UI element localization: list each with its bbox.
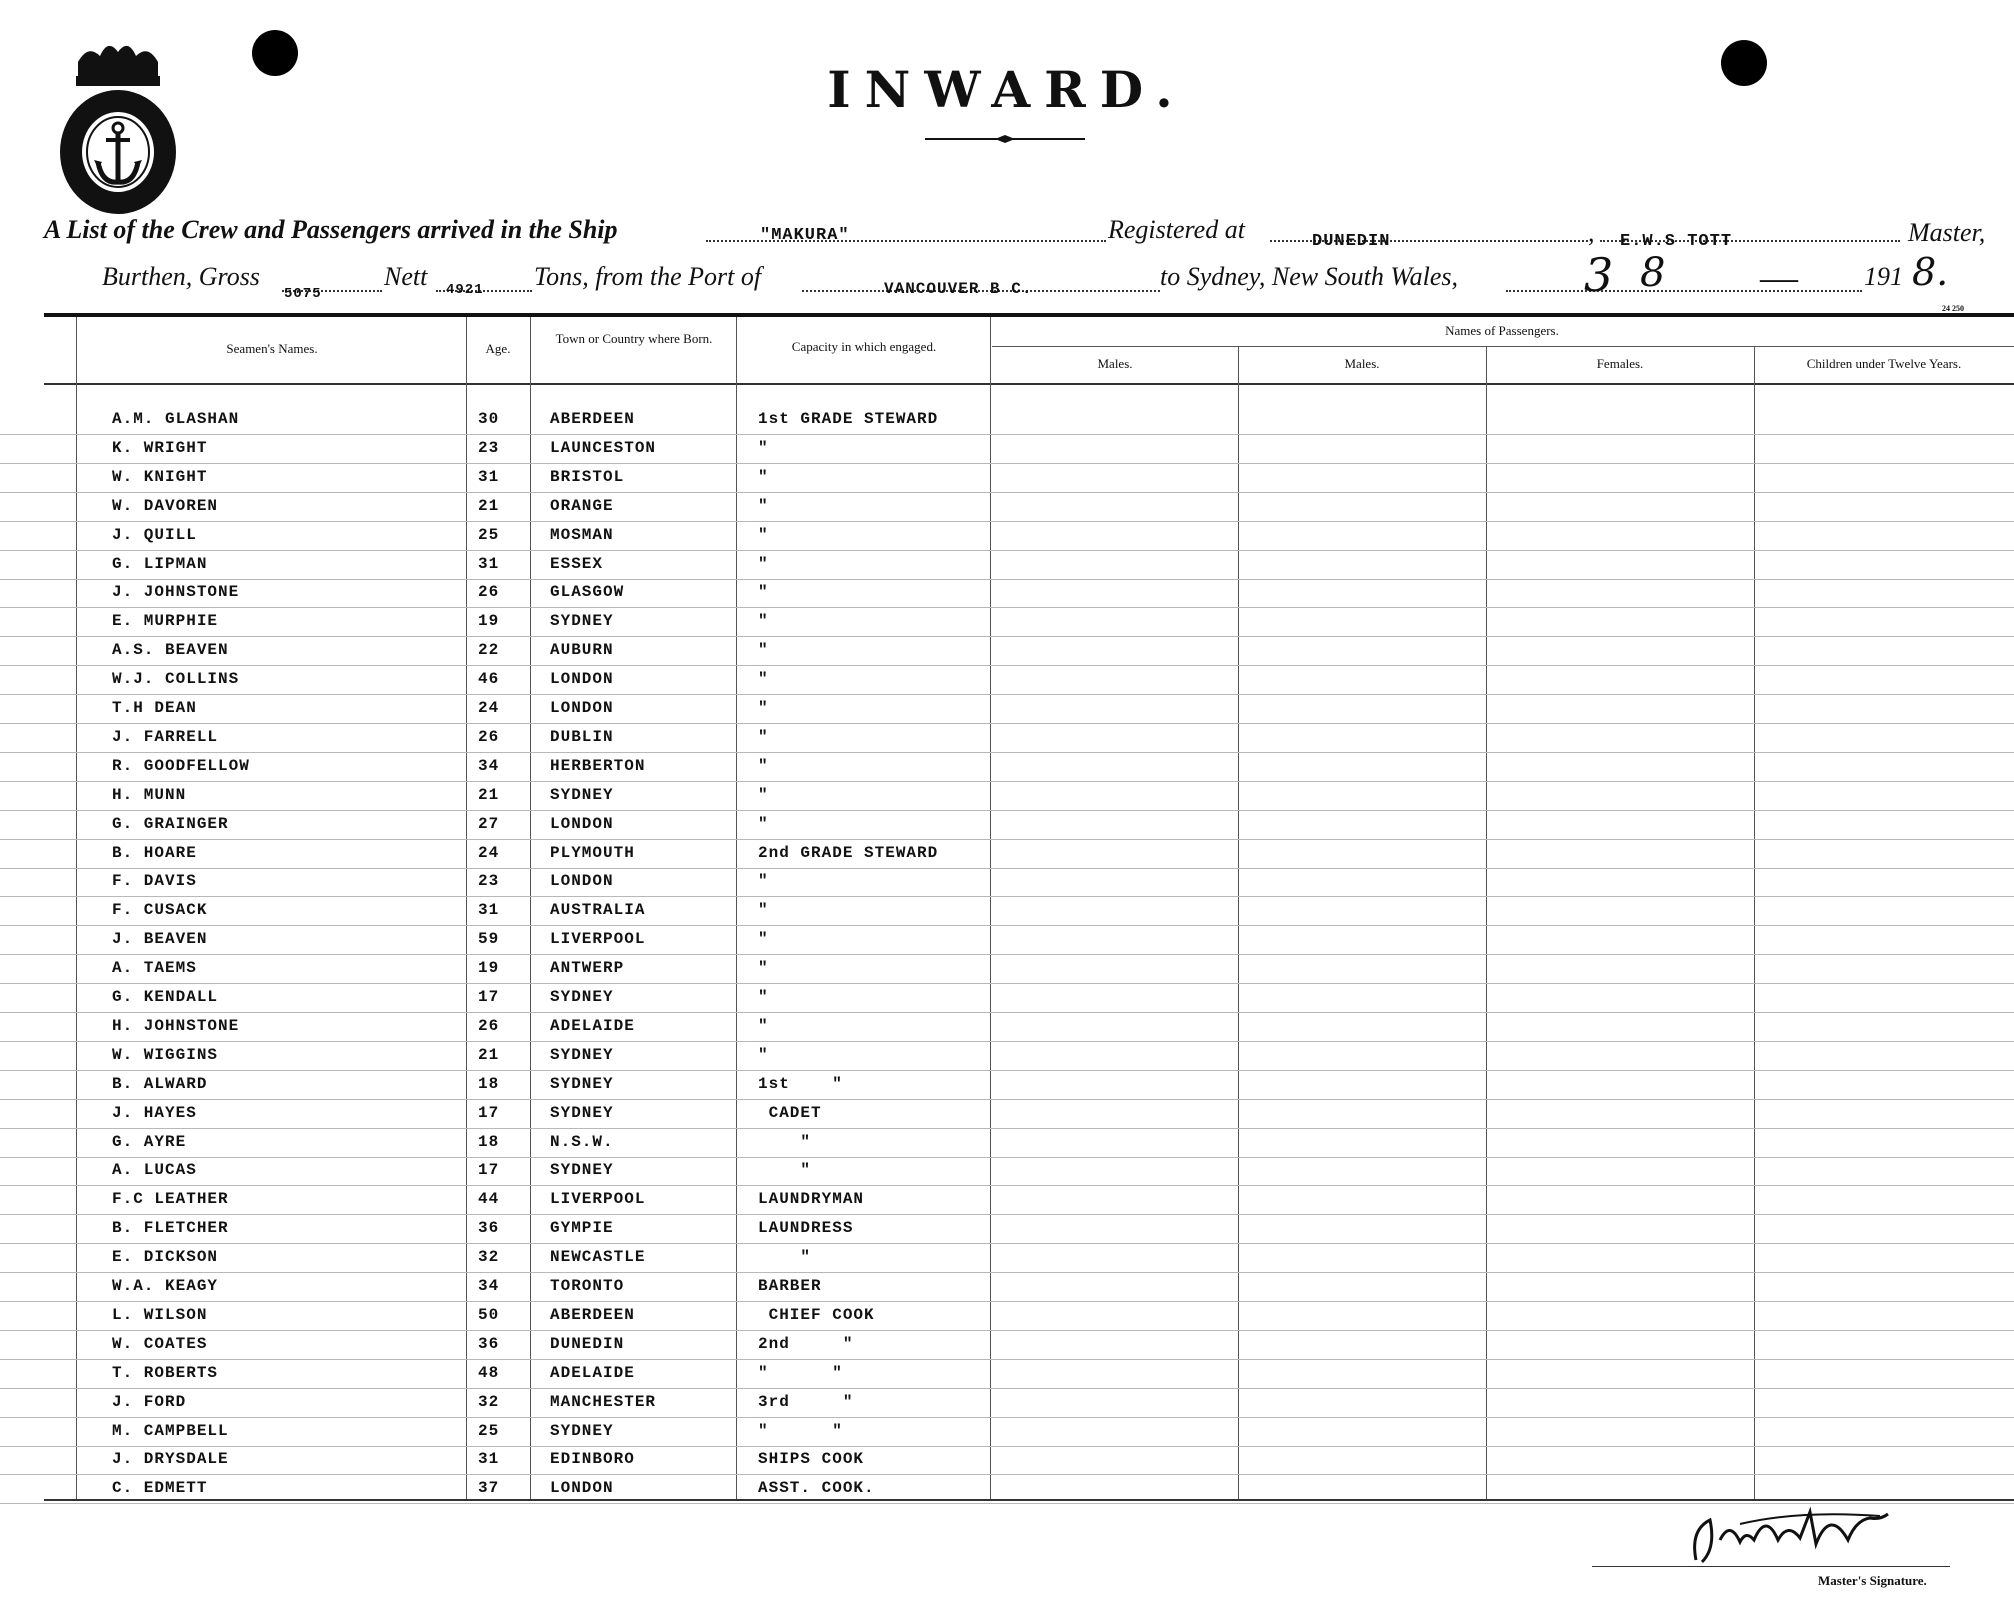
seaman-birthplace: SYDNEY (550, 988, 614, 1006)
seaman-birthplace: ABERDEEN (550, 1306, 635, 1324)
col-males-1: Males. (1097, 356, 1133, 371)
seaman-capacity: " (758, 872, 769, 890)
seaman-age: 31 (478, 555, 500, 573)
row-divider (0, 1272, 2014, 1273)
row-divider (0, 694, 2014, 695)
seaman-age: 19 (478, 959, 500, 977)
ship-name: "MAKURA" (760, 226, 850, 245)
seaman-age: 25 (478, 1422, 500, 1440)
seaman-birthplace: ANTWERP (550, 959, 625, 977)
seaman-name: G. GRAINGER (112, 815, 229, 833)
seaman-name: J. DRYSDALE (112, 1450, 229, 1468)
seaman-birthplace: ADELAIDE (550, 1017, 635, 1035)
row-divider (0, 665, 2014, 666)
row-divider (0, 1157, 2014, 1158)
seaman-birthplace: ESSEX (550, 555, 604, 573)
row-divider (0, 1128, 2014, 1129)
seaman-birthplace: LAUNCESTON (550, 439, 657, 457)
seaman-age: 46 (478, 670, 500, 688)
seaman-birthplace: DUNEDIN (550, 1335, 625, 1353)
seaman-capacity: " (758, 699, 769, 717)
seaman-name: G. AYRE (112, 1133, 187, 1151)
row-divider (0, 1417, 2014, 1418)
row-divider (0, 636, 2014, 637)
seaman-name: A.M. GLASHAN (112, 410, 240, 428)
col-passengers: Names of Passengers. (1445, 323, 1559, 338)
seaman-capacity: " (758, 641, 769, 659)
seaman-birthplace: SYDNEY (550, 1046, 614, 1064)
row-divider (0, 1330, 2014, 1331)
seaman-birthplace: GLASGOW (550, 583, 625, 601)
seaman-capacity: 3rd " (758, 1393, 854, 1411)
row-divider (0, 1243, 2014, 1244)
seaman-name: K. WRIGHT (112, 439, 208, 457)
col-children: Children under Twelve Years. (1806, 356, 1962, 371)
seaman-capacity: CHIEF COOK (758, 1306, 875, 1324)
seaman-birthplace: SYDNEY (550, 1422, 614, 1440)
seaman-name: J. JOHNSTONE (112, 583, 240, 601)
row-divider (0, 983, 2014, 984)
row-divider (0, 1359, 2014, 1360)
seaman-capacity: " (758, 1161, 812, 1179)
row-divider (0, 1388, 2014, 1389)
seaman-age: 37 (478, 1479, 500, 1497)
row-divider (0, 521, 2014, 522)
col-seamen-names: Seamen's Names. (226, 341, 318, 356)
seaman-age: 26 (478, 583, 500, 601)
seaman-capacity: " (758, 612, 769, 630)
seaman-age: 36 (478, 1335, 500, 1353)
seaman-capacity: BARBER (758, 1277, 822, 1295)
seaman-birthplace: LONDON (550, 1479, 614, 1497)
seaman-capacity: " " (758, 1364, 843, 1382)
seaman-capacity: " (758, 583, 769, 601)
seaman-age: 59 (478, 930, 500, 948)
seaman-capacity: " (758, 1133, 812, 1151)
seaman-name: L. WILSON (112, 1306, 208, 1324)
seaman-name: A. TAEMS (112, 959, 197, 977)
seaman-age: 44 (478, 1190, 500, 1208)
seaman-name: B. HOARE (112, 844, 197, 862)
seaman-age: 34 (478, 757, 500, 775)
seaman-capacity: " (758, 930, 769, 948)
seaman-birthplace: SYDNEY (550, 1075, 614, 1093)
seaman-capacity: 1st " (758, 1075, 843, 1093)
seaman-name: B. FLETCHER (112, 1219, 229, 1237)
row-divider (0, 896, 2014, 897)
seaman-birthplace: DUBLIN (550, 728, 614, 746)
gross-tons: 5075 (284, 286, 322, 302)
seaman-name: W. KNIGHT (112, 468, 208, 486)
seaman-capacity: " (758, 468, 769, 486)
row-divider (0, 1012, 2014, 1013)
registered-label: Registered at (1108, 215, 1245, 244)
seaman-capacity: ASST. COOK. (758, 1479, 875, 1497)
seaman-capacity: " (758, 959, 769, 977)
seaman-name: J. HAYES (112, 1104, 197, 1122)
port-of-origin: VANCOUVER B C. (884, 280, 1033, 298)
seaman-name: H. JOHNSTONE (112, 1017, 240, 1035)
seaman-name: H. MUNN (112, 786, 187, 804)
seaman-capacity: " " (758, 1422, 843, 1440)
row-divider (0, 492, 2014, 493)
seaman-birthplace: MANCHESTER (550, 1393, 657, 1411)
row-divider (0, 1041, 2014, 1042)
seaman-birthplace: MOSMAN (550, 526, 614, 544)
seaman-age: 25 (478, 526, 500, 544)
seaman-age: 31 (478, 901, 500, 919)
seaman-capacity: SHIPS COOK (758, 1450, 865, 1468)
registered-at: DUNEDIN (1312, 232, 1391, 251)
seaman-birthplace: AUBURN (550, 641, 614, 659)
seaman-name: C. EDMETT (112, 1479, 208, 1497)
seaman-name: A.S. BEAVEN (112, 641, 229, 659)
seaman-name: F. DAVIS (112, 872, 197, 890)
year-prefix: 191 (1864, 262, 1903, 291)
document-title: INWARD. (827, 60, 1187, 119)
seaman-name: E. DICKSON (112, 1248, 219, 1266)
row-divider (0, 1185, 2014, 1186)
seaman-age: 32 (478, 1248, 500, 1266)
row-divider (0, 1301, 2014, 1302)
row-divider (0, 607, 2014, 608)
seaman-age: 48 (478, 1364, 500, 1382)
seaman-birthplace: BRISTOL (550, 468, 625, 486)
seaman-age: 23 (478, 439, 500, 457)
seaman-age: 36 (478, 1219, 500, 1237)
seaman-name: W.A. KEAGY (112, 1277, 219, 1295)
seaman-birthplace: HERBERTON (550, 757, 646, 775)
seaman-age: 18 (478, 1075, 500, 1093)
seaman-name: A. LUCAS (112, 1161, 197, 1179)
date-month: 8 (1640, 250, 1666, 296)
seaman-birthplace: ABERDEEN (550, 410, 635, 428)
title-ornament (925, 135, 1085, 143)
seaman-age: 34 (478, 1277, 500, 1295)
seaman-name: W. COATES (112, 1335, 208, 1353)
row-divider (0, 925, 2014, 926)
seaman-age: 30 (478, 410, 500, 428)
row-divider (0, 752, 2014, 753)
seaman-name: J. QUILL (112, 526, 197, 544)
seaman-age: 26 (478, 1017, 500, 1035)
seaman-birthplace: EDINBORO (550, 1450, 635, 1468)
seaman-name: J. FORD (112, 1393, 187, 1411)
seaman-age: 17 (478, 988, 500, 1006)
row-divider (0, 723, 2014, 724)
seaman-age: 24 (478, 844, 500, 862)
row-divider (0, 550, 2014, 551)
seaman-name: R. GOODFELLOW (112, 757, 250, 775)
seaman-capacity: " (758, 1046, 769, 1064)
seaman-birthplace: LONDON (550, 872, 614, 890)
seaman-name: T. ROBERTS (112, 1364, 219, 1382)
seaman-birthplace: ORANGE (550, 497, 614, 515)
row-divider (0, 839, 2014, 840)
seaman-capacity: " (758, 757, 769, 775)
form-number: 24 250 (1942, 304, 1964, 313)
master-signature (1680, 1500, 1900, 1570)
row-divider (0, 1099, 2014, 1100)
seaman-capacity: " (758, 1017, 769, 1035)
seaman-capacity: LAUNDRYMAN (758, 1190, 865, 1208)
columns-rule (44, 383, 2014, 385)
seaman-name: F.C LEATHER (112, 1190, 229, 1208)
col-males-2: Males. (1344, 356, 1380, 371)
seaman-capacity: " (758, 988, 769, 1006)
seaman-capacity: " (758, 670, 769, 688)
seaman-name: B. ALWARD (112, 1075, 208, 1093)
seaman-capacity: " (758, 786, 769, 804)
seaman-age: 17 (478, 1104, 500, 1122)
col-females: Females. (1596, 356, 1644, 371)
seaman-age: 21 (478, 497, 500, 515)
row-divider (0, 954, 2014, 955)
row-divider (0, 1474, 2014, 1475)
date-dash: — (1760, 257, 1798, 299)
col-capacity: Capacity in which engaged. (791, 339, 937, 354)
row-divider (0, 463, 2014, 464)
col-age: Age. (485, 341, 511, 356)
date-day: 3 (1584, 248, 1614, 302)
seaman-capacity: 2nd " (758, 1335, 854, 1353)
seaman-capacity: " (758, 497, 769, 515)
seaman-age: 21 (478, 1046, 500, 1064)
seaman-name: W.J. COLLINS (112, 670, 240, 688)
seaman-capacity: 1st GRADE STEWARD (758, 410, 939, 428)
seaman-name: F. CUSACK (112, 901, 208, 919)
to-sydney-label: to Sydney, New South Wales, (1160, 262, 1459, 291)
seaman-birthplace: LONDON (550, 699, 614, 717)
seaman-name: W. DAVOREN (112, 497, 219, 515)
seaman-age: 32 (478, 1393, 500, 1411)
seaman-birthplace: SYDNEY (550, 612, 614, 630)
row-divider (0, 579, 2014, 580)
seaman-birthplace: LIVERPOOL (550, 1190, 646, 1208)
year-suffix: 8. (1912, 250, 1949, 294)
seaman-capacity: " (758, 728, 769, 746)
seaman-capacity: " (758, 526, 769, 544)
row-divider (0, 1214, 2014, 1215)
seaman-capacity: " (758, 439, 769, 457)
seaman-name: W. WIGGINS (112, 1046, 219, 1064)
tons-label: Tons, from the Port of (534, 262, 762, 291)
signature-label: Master's Signature. (1818, 1573, 1927, 1588)
seaman-age: 22 (478, 641, 500, 659)
seaman-age: 24 (478, 699, 500, 717)
seaman-age: 31 (478, 1450, 500, 1468)
row-divider (0, 781, 2014, 782)
seaman-age: 31 (478, 468, 500, 486)
seaman-name: T.H DEAN (112, 699, 197, 717)
header-rule (44, 313, 2014, 317)
seaman-name: G. KENDALL (112, 988, 219, 1006)
row-divider (0, 810, 2014, 811)
master-label: Master, (1908, 218, 1986, 247)
seaman-birthplace: N.S.W. (550, 1133, 614, 1151)
seaman-age: 23 (478, 872, 500, 890)
seaman-age: 18 (478, 1133, 500, 1151)
seaman-name: G. LIPMAN (112, 555, 208, 573)
seaman-capacity: LAUNDRESS (758, 1219, 854, 1237)
seaman-birthplace: GYMPIE (550, 1219, 614, 1237)
nett-label: Nett (384, 262, 428, 291)
seaman-age: 21 (478, 786, 500, 804)
seaman-birthplace: PLYMOUTH (550, 844, 635, 862)
seaman-age: 17 (478, 1161, 500, 1179)
seaman-capacity: CADET (758, 1104, 822, 1122)
row-divider (0, 868, 2014, 869)
seaman-capacity: " (758, 1248, 812, 1266)
seaman-age: 27 (478, 815, 500, 833)
seaman-birthplace: AUSTRALIA (550, 901, 646, 919)
seaman-capacity: " (758, 815, 769, 833)
seaman-birthplace: LONDON (550, 670, 614, 688)
seaman-capacity: " (758, 555, 769, 573)
row-divider (0, 434, 2014, 435)
seaman-birthplace: SYDNEY (550, 786, 614, 804)
header-line1-prefix: A List of the Crew and Passengers arrived in the Ship (44, 215, 618, 244)
seaman-birthplace: LONDON (550, 815, 614, 833)
col-born: Town or Country where Born. (555, 331, 713, 346)
seaman-age: 26 (478, 728, 500, 746)
seaman-name: E. MURPHIE (112, 612, 219, 630)
comma: , (1588, 218, 1595, 247)
seaman-birthplace: LIVERPOOL (550, 930, 646, 948)
seaman-birthplace: ADELAIDE (550, 1364, 635, 1382)
burthen-label: Burthen, Gross (102, 262, 260, 291)
seaman-birthplace: NEWCASTLE (550, 1248, 646, 1266)
seaman-name: J. BEAVEN (112, 930, 208, 948)
row-divider (0, 1070, 2014, 1071)
master-name: E.W.S TOTT (1620, 232, 1733, 251)
seaman-name: J. FARRELL (112, 728, 219, 746)
seaman-birthplace: SYDNEY (550, 1104, 614, 1122)
seaman-capacity: " (758, 901, 769, 919)
nett-tons: 4921 (446, 282, 484, 298)
row-divider (0, 1446, 2014, 1447)
seaman-age: 19 (478, 612, 500, 630)
seaman-name: M. CAMPBELL (112, 1422, 229, 1440)
seaman-birthplace: SYDNEY (550, 1161, 614, 1179)
seaman-age: 50 (478, 1306, 500, 1324)
seaman-birthplace: TORONTO (550, 1277, 625, 1295)
seaman-capacity: 2nd GRADE STEWARD (758, 844, 939, 862)
